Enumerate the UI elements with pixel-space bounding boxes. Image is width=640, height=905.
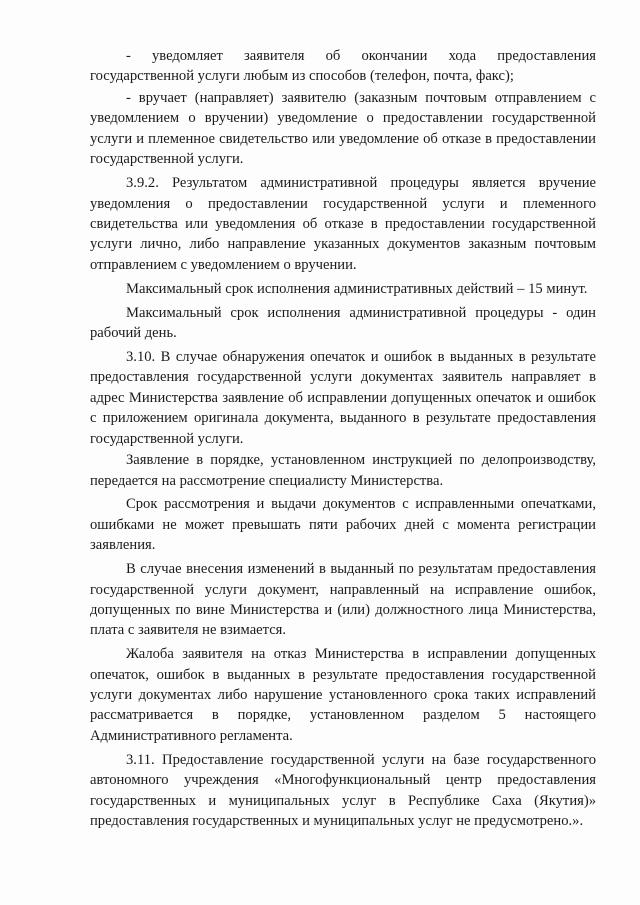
paragraph-max-action-time: Максимальный срок исполнения административных действий – 15 минут. bbox=[126, 280, 588, 297]
paragraph-notify-completion: - уведомляет заявителя об окончании хода предоставления государственной услуги любым из способов (телефон, почта, факс); bbox=[90, 48, 596, 85]
paragraph-review-period: Срок рассмотрения и выдачи документов с исправленными опечатками, ошибками не может превышать пяти рабочих дней с момента регистрации заявления. bbox=[90, 496, 596, 554]
paragraph-application: Заявление в порядке, установленном инструкцией по делопроизводству, передается на рассмотрение специалисту Министерства. bbox=[90, 452, 596, 489]
paragraph-3-11: 3.11. Предоставление государственной услуги на базе государственного автономного учреждения «Многофункциональный центр предоставления государственных и муниципальных услуг в Республике Саха (Якутия)» предоставления государственных и муниципальных услуг не предусмотрено.». bbox=[90, 751, 596, 829]
document-body bbox=[90, 46, 596, 833]
paragraph-complaint: Жалоба заявителя на отказ Министерства в исправлении допущенных опечаток, ошибок в выданных в результате предоставления государственной услуги документах либо нарушение установленного срока таких исправлений рассматривается в порядке, установленном разделом 5 настоящего Административного регламента. bbox=[90, 646, 596, 744]
paragraph-max-procedure-time: Максимальный срок исполнения административной процедуры - один рабочий день. bbox=[90, 304, 596, 341]
paragraph-no-fee: В случае внесения изменений в выданный по результатам предоставления государственной услуги документ, направленный на исправление ошибок, допущенных по вине Министерства и (или) должностного лица Министерства, плата с заявителя не взимается. bbox=[90, 561, 596, 639]
paragraph-3-10: 3.10. В случае обнаружения опечаток и ошибок в выданных в результате предоставления государственной услуги документах заявитель направляет в адрес Министерства заявление об исправлении допущенных опечаток и ошибок с приложением оригинала документа, выданного в результате предоставления государственной услуги. bbox=[90, 348, 596, 447]
paragraph-deliver-notice: - вручает (направляет) заявителю (заказным почтовым отправлением с уведомлением о вручении) уведомление о предоставлении государственной услуги и племенное свидетельство или уведомление об отказе в предоставлении государственной услуги. bbox=[90, 90, 596, 168]
paragraph-3-9-2: 3.9.2. Результатом административной процедуры является вручение уведомления о предоставлении государственной услуги и племенного свидетельства или уведомления об отказе в предоставлении государственной услуги лично, либо направление указанных документов заказным почтовым отправлением с уведомлением о вручении. bbox=[90, 175, 596, 273]
